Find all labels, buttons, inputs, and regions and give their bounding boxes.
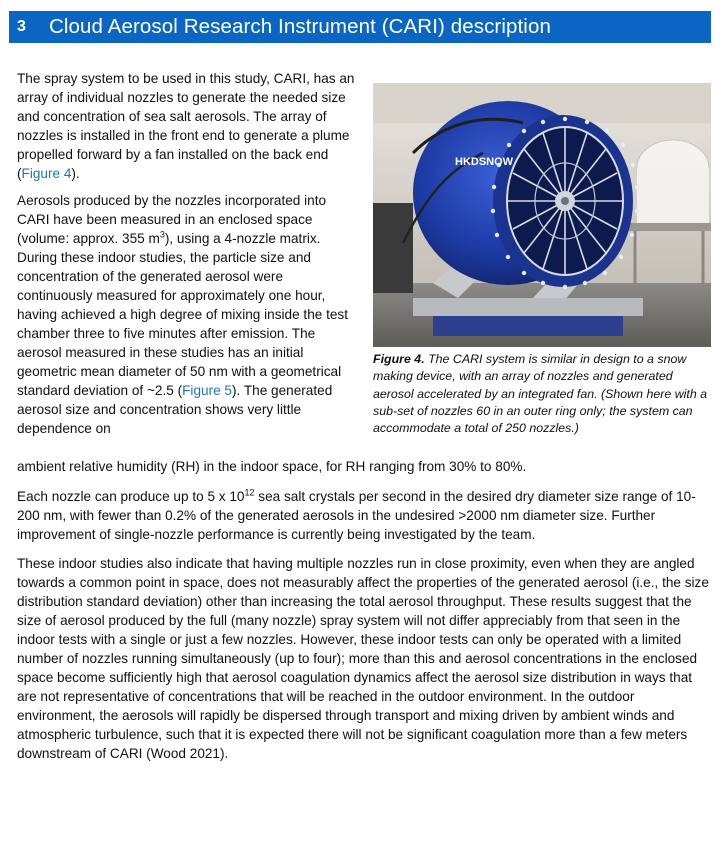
figure-4-link[interactable]: Figure 4 — [21, 166, 72, 181]
paragraph-2: Aerosols produced by the nozzles incorporated into CARI have been measured in an enclosed space (volume: approx. 355 $m^3$), using a 4-nozzle matrix. During these indoor studies, the particle size and concentration of the generated aerosol were continuously measured for approximately one hour, having achieved a high degree of mixing inside the test chamber three to five minutes after emission. The aerosol measured in these studies has an initial geometric mean diameter of 50 nm with a geometrical standard deviation of ~2.5 (Figure 5). The generated aerosol size and concentration shows very little dependence on — [17, 193, 348, 436]
left-column — [17, 69, 362, 446]
hkd-logo: HKDSNOW — [455, 156, 514, 168]
section-number: 3 — [17, 18, 26, 35]
section-header — [9, 11, 711, 43]
paragraph-4: These indoor studies also indicate that having multiple nozzles run in close proximity, even when they are angled towards a common point in space, does not measurably affect the properties of the generated aerosol (i.e., the size distribution standard deviation) other than increasing the total aerosol throughput. These results suggest that the size of aerosol produced by the full (many nozzle) spray system will not differ appreciably from that seen in the indoor tests with a single or just a few nozzles. However, these indoor tests can only be operated with a limited number of nozzles running simultaneously (up to four); more than this and aerosol concentrations in the enclosed space become sufficiently high that aerosol coagulation dynamics affect the aerosol size distribution in ways that are not representative of concentrations that will be reached in the outdoor environment. In the outdoor environment, the aerosols will rapidly be dispersed through transport and mixing driven by ambient winds and atmospheric turbulence, such that it is expected there will not be significant coagulation more than a few meters downstream of CARI (Wood 2021). — [17, 556, 709, 761]
paragraph-3: Each nozzle can produce up to 5 x $10^{12}$ sea salt crystals per second in the desired dry diameter size range of 10-200 nm, with fewer than 0.2% of the generated aerosols in the undesired >2000 nm diameter size. Further improvement of single-nozzle performance is currently being investigated by the team. — [17, 487, 696, 542]
paragraph-2-continuation: ambient relative humidity (RH) in the indoor space, for RH ranging from 30% to 80%. — [17, 459, 527, 474]
figure-4 — [373, 83, 711, 437]
figure-4-caption: Figure 4. The CARI system is similar in design to a snow making device, with an array of nozzles and generated aerosol accelerated by an integrated fan. (Shown here with a sub-set of nozzles 60 in an outer ring only; the system can accommodate a total of 250 nozzles.) — [373, 352, 708, 436]
section-title: Cloud Aerosol Research Instrument (CARI) description — [49, 15, 551, 38]
figure-5-link[interactable]: Figure 5 — [182, 383, 232, 398]
paragraph-1: The spray system to be used in this study, CARI, has an array of individual nozzles to generate the needed size and concentration of sea salt aerosols. The array of nozzles is installed in the front end to generate a plume propelled forward by a fan installed on the back end (Figure 4). — [17, 71, 355, 181]
cari-machine-photo — [373, 83, 711, 347]
